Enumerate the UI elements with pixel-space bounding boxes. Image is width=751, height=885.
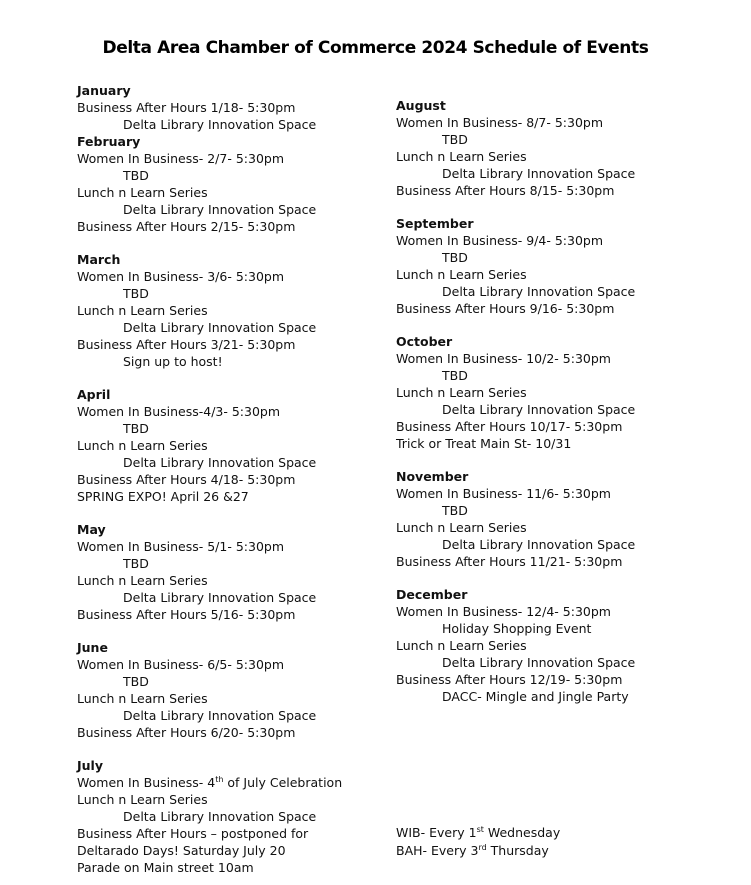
event-line: Women In Business- 5/1- 5:30pm [77,539,285,554]
event-location: Delta Library Innovation Space [123,590,317,605]
event-line: Business After Hours 1/18- 5:30pm [77,100,296,115]
event-line: Women In Business- 2/7- 5:30pm [77,151,285,166]
event-location: Delta Library Innovation Space [123,809,317,824]
event-note: Holiday Shopping Event [442,621,592,636]
month-heading: April [77,387,111,402]
month-february [77,133,377,235]
month-heading: March [77,252,121,267]
event-location: Delta Library Innovation Space [442,166,636,181]
ordinal-suffix: rd [478,842,487,852]
month-april [77,386,377,505]
month-july [77,757,377,876]
event-line: Lunch n Learn Series [396,267,527,282]
event-location: Delta Library Innovation Space [123,455,317,470]
month-october [396,333,716,452]
footer-notes [396,824,560,860]
event-text: of July Celebration [223,775,343,790]
bah-note [396,842,560,860]
event-line: Women In Business- 10/2- 5:30pm [396,351,611,366]
event-location: Delta Library Innovation Space [442,537,636,552]
month-november [396,468,716,570]
note-text: BAH- Every 3 [396,843,479,858]
event-location: Delta Library Innovation Space [442,402,636,417]
event-location: TBD [442,250,468,265]
event-location: Delta Library Innovation Space [123,320,317,335]
event-location: TBD [123,421,149,436]
event-line: Business After Hours – postponed for [77,826,309,841]
event-location: Delta Library Innovation Space [123,202,317,217]
month-heading: September [396,216,474,231]
event-line: Women In Business- 11/6- 5:30pm [396,486,611,501]
event-note: Sign up to host! [123,354,223,369]
event-line [77,774,377,791]
month-august [396,97,716,199]
month-may [77,521,377,623]
month-september [396,215,716,317]
month-heading: May [77,522,106,537]
event-note: DACC- Mingle and Jingle Party [442,689,629,704]
event-line: Lunch n Learn Series [77,573,208,588]
event-line: Women In Business- 9/4- 5:30pm [396,233,604,248]
ordinal-suffix: th [215,774,224,784]
event-location: Delta Library Innovation Space [123,708,317,723]
event-line: Lunch n Learn Series [396,149,527,164]
note-text: WIB- Every 1 [396,825,477,840]
event-line: Lunch n Learn Series [396,385,527,400]
month-heading: December [396,587,468,602]
event-line: SPRING EXPO! April 26 &27 [77,489,249,504]
page-title: Delta Area Chamber of Commerce 2024 Schedule of Events [102,38,649,58]
month-heading: June [77,640,108,655]
month-march [77,251,377,370]
event-line: Women In Business- 8/7- 5:30pm [396,115,604,130]
event-location: TBD [123,674,149,689]
event-line: Lunch n Learn Series [77,438,208,453]
event-location: TBD [442,503,468,518]
event-line: Trick or Treat Main St- 10/31 [396,436,572,451]
event-line: Business After Hours 9/16- 5:30pm [396,301,615,316]
event-line: Lunch n Learn Series [77,185,208,200]
event-line: Business After Hours 4/18- 5:30pm [77,472,296,487]
event-location: TBD [123,168,149,183]
event-line: Business After Hours 8/15- 5:30pm [396,183,615,198]
month-december [396,586,716,705]
event-line: Business After Hours 3/21- 5:30pm [77,337,296,352]
event-line: Business After Hours 6/20- 5:30pm [77,725,296,740]
month-heading: November [396,469,469,484]
note-text: Thursday [486,843,549,858]
event-location: TBD [123,286,149,301]
event-line: Lunch n Learn Series [77,792,208,807]
event-line: Lunch n Learn Series [396,638,527,653]
event-line: Parade on Main street 10am [77,860,254,875]
month-heading: July [77,758,103,773]
event-line: Lunch n Learn Series [396,520,527,535]
event-location: TBD [442,132,468,147]
month-heading: February [77,134,141,149]
event-location: TBD [442,368,468,383]
month-january [77,82,377,133]
event-location: Delta Library Innovation Space [123,117,317,132]
event-line: Women In Business- 6/5- 5:30pm [77,657,285,672]
month-heading: October [396,334,453,349]
wib-note [396,824,560,842]
event-line: Business After Hours 10/17- 5:30pm [396,419,623,434]
event-line: Women In Business-4/3- 5:30pm [77,404,281,419]
event-line: Business After Hours 2/15- 5:30pm [77,219,296,234]
event-line: Business After Hours 12/19- 5:30pm [396,672,623,687]
event-line: Business After Hours 11/21- 5:30pm [396,554,623,569]
event-location: Delta Library Innovation Space [442,284,636,299]
event-text: Women In Business- 4 [77,775,216,790]
event-line: Deltarado Days! Saturday July 20 [77,843,286,858]
month-heading: January [77,83,131,98]
event-line: Business After Hours 5/16- 5:30pm [77,607,296,622]
event-line: Lunch n Learn Series [77,691,208,706]
right-column [396,97,716,705]
event-line: Women In Business- 3/6- 5:30pm [77,269,285,284]
month-heading: August [396,98,446,113]
left-column [77,82,377,876]
event-location: Delta Library Innovation Space [442,655,636,670]
month-june [77,639,377,741]
event-line: Lunch n Learn Series [77,303,208,318]
ordinal-suffix: st [476,824,484,834]
note-text: Wednesday [483,825,561,840]
event-location: TBD [123,556,149,571]
event-line: Women In Business- 12/4- 5:30pm [396,604,611,619]
